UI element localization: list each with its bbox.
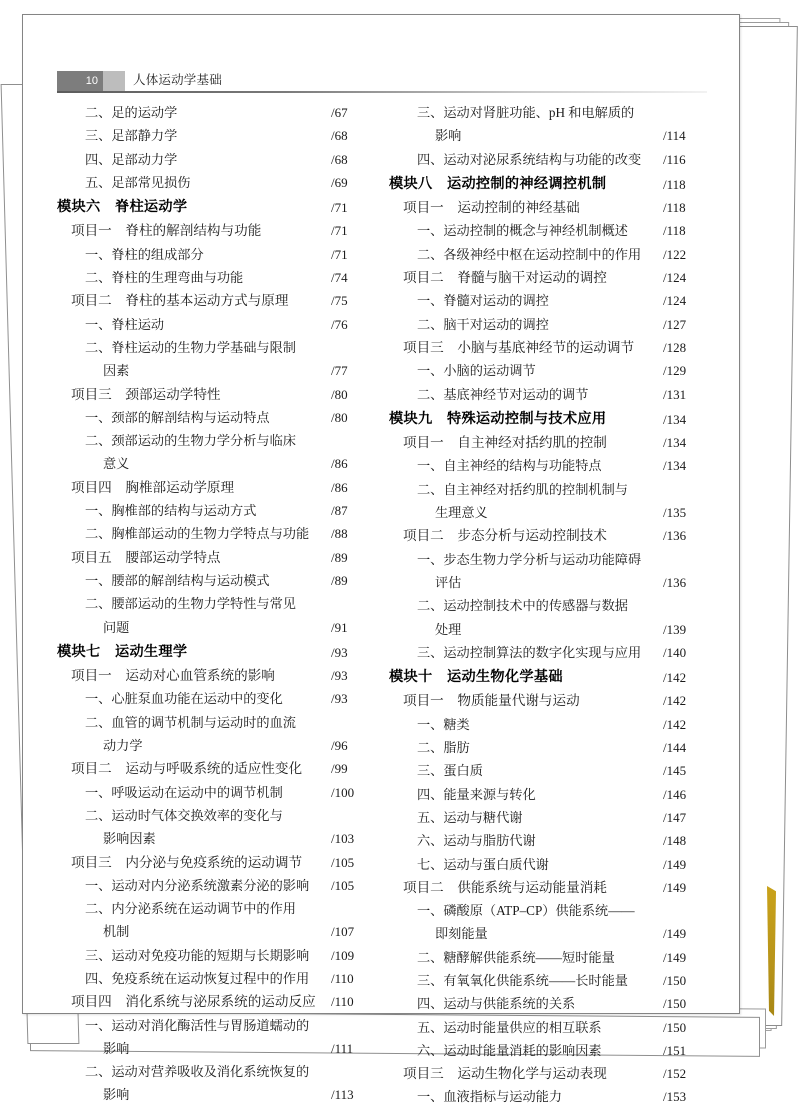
page-number-badge-extension — [103, 71, 125, 91]
toc-subitem-row — [389, 969, 707, 992]
toc-subitem-row — [389, 759, 707, 782]
toc-subitem-row — [389, 454, 707, 477]
toc-entry-page-number: /148 — [663, 833, 687, 849]
toc-subitem-row — [389, 243, 707, 266]
toc-entry-title: 二、自主神经对括约肌的控制机制与 — [417, 481, 628, 497]
toc-entry-title: 三、运动控制算法的数字化实现与应用 — [417, 644, 642, 660]
toc-entry-title: 项目一 运动对心血管系统的影响 — [71, 668, 275, 684]
toc-subitem-row — [389, 946, 707, 969]
toc-entry-page-number: /122 — [663, 246, 687, 262]
toc-subitem-row — [389, 829, 707, 852]
toc-subitem-row — [389, 148, 707, 171]
toc-entry-page-number: /114 — [663, 128, 686, 144]
toc-subitem-row — [57, 1060, 375, 1083]
toc-subitem-row — [57, 522, 375, 545]
toc-column-left — [57, 101, 375, 1103]
toc-entry-page-number: /86 — [331, 479, 348, 495]
toc-entry-title: 二、腰部运动的生物力学特性与常见 — [85, 596, 296, 612]
toc-item-row — [389, 1062, 707, 1085]
toc-entry-title: 意义 — [103, 456, 130, 472]
toc-entry-page-number: /71 — [331, 223, 348, 239]
toc-entry-title: 项目一 脊柱的解剖结构与功能 — [71, 223, 262, 239]
toc-continuation-row — [57, 827, 375, 850]
toc-item-row — [389, 336, 707, 359]
toc-entry-page-number: /134 — [663, 458, 687, 474]
toc-subitem-row — [57, 944, 375, 967]
toc-entry-page-number: /118 — [663, 200, 686, 216]
toc-subitem-row — [389, 359, 707, 382]
toc-subitem-row — [57, 171, 375, 194]
toc-entry-title: 项目一 物质能量代谢与运动 — [403, 693, 580, 709]
toc-entry-title: 四、运动与供能系统的关系 — [417, 996, 576, 1012]
toc-entry-title: 四、能量来源与转化 — [417, 786, 536, 802]
toc-entry-page-number: /93 — [331, 644, 348, 660]
toc-subitem-row — [57, 569, 375, 592]
toc-entry-title: 一、脊髓对运动的调控 — [417, 293, 549, 309]
toc-subitem-row — [57, 592, 375, 615]
toc-subitem-row — [389, 992, 707, 1015]
toc-item-row — [57, 219, 375, 242]
toc-entry-title: 影响 — [103, 1087, 130, 1103]
toc-item-row — [57, 664, 375, 687]
toc-entry-title: 五、足部常见损伤 — [85, 174, 191, 190]
toc-continuation-row — [389, 124, 707, 147]
toc-entry-title: 二、糖酵解供能系统——短时能量 — [417, 949, 615, 965]
toc-entry-title: 一、自主神经的结构与功能特点 — [417, 458, 602, 474]
toc-subitem-row — [57, 124, 375, 147]
toc-entry-title: 二、运动控制技术中的传感器与数据 — [417, 598, 628, 614]
toc-entry-page-number: /111 — [331, 1040, 354, 1056]
toc-entry-title: 一、步态生物力学分析与运动功能障碍 — [417, 551, 642, 567]
toc-subitem-row — [389, 313, 707, 336]
toc-entry-title: 六、运动与脂肪代谢 — [417, 833, 536, 849]
toc-entry-page-number: /80 — [331, 409, 348, 425]
toc-entry-title: 一、运动对内分泌系统激素分泌的影响 — [85, 877, 310, 893]
toc-subitem-row — [57, 429, 375, 452]
toc-entry-title: 项目二 步态分析与运动控制技术 — [403, 528, 607, 544]
toc-subitem-row — [389, 219, 707, 242]
toc-entry-page-number: /151 — [663, 1042, 687, 1058]
toc-subitem-row — [57, 967, 375, 990]
toc-entry-page-number: /99 — [331, 761, 348, 777]
toc-subitem-row — [389, 853, 707, 876]
toc-module-row — [389, 666, 707, 689]
toc-subitem-row — [389, 548, 707, 571]
toc-entry-title: 二、运动对营养吸收及消化系统恢复的 — [85, 1064, 310, 1080]
page-number-badge: 10 — [57, 71, 103, 91]
toc-entry-title: 二、脂肪 — [417, 740, 470, 756]
toc-entry-page-number: /139 — [663, 621, 687, 637]
toc-entry-page-number: /89 — [331, 549, 348, 565]
toc-entry-page-number: /96 — [331, 738, 348, 754]
toc-subitem-row — [389, 783, 707, 806]
toc-entry-page-number: /68 — [331, 151, 348, 167]
toc-entry-page-number: /77 — [331, 363, 348, 379]
book-page — [22, 14, 740, 1105]
toc-entry-title: 一、血液指标与运动能力 — [417, 1089, 563, 1105]
toc-subitem-row — [389, 641, 707, 664]
toc-entry-title: 三、蛋白质 — [417, 763, 483, 779]
toc-entry-page-number: /87 — [331, 503, 348, 519]
toc-columns — [57, 101, 707, 1105]
toc-entry-title: 项目二 脊髓与脑干对运动的调控 — [403, 270, 607, 286]
toc-entry-page-number: /71 — [331, 246, 348, 262]
toc-entry-page-number: /153 — [663, 1089, 687, 1105]
toc-entry-page-number: /142 — [663, 716, 687, 732]
toc-subitem-row — [57, 897, 375, 920]
toc-entry-page-number: /110 — [331, 994, 354, 1010]
toc-entry-page-number: /118 — [663, 223, 686, 239]
toc-entry-page-number: /149 — [663, 949, 687, 965]
toc-entry-title: 模块八 运动控制的神经调控机制 — [389, 175, 607, 192]
toc-entry-page-number: /136 — [663, 574, 687, 590]
toc-entry-title: 一、运动对消化酶活性与胃肠道蠕动的 — [85, 1017, 310, 1033]
toc-entry-title: 二、脊柱的生理弯曲与功能 — [85, 270, 244, 286]
toc-entry-page-number: /150 — [663, 1019, 687, 1035]
toc-entry-title: 影响因素 — [103, 831, 156, 847]
toc-entry-page-number: /152 — [663, 1066, 687, 1082]
toc-entry-title: 影响 — [435, 128, 462, 144]
toc-continuation-row — [389, 571, 707, 594]
toc-entry-page-number: /86 — [331, 456, 348, 472]
toc-item-row — [389, 689, 707, 712]
toc-item-row — [57, 851, 375, 874]
toc-entry-page-number: /145 — [663, 763, 687, 779]
toc-subitem-row — [57, 406, 375, 429]
toc-entry-page-number: /135 — [663, 505, 687, 521]
toc-entry-page-number: /124 — [663, 270, 687, 286]
toc-item-row — [389, 876, 707, 899]
toc-subitem-row — [389, 478, 707, 501]
toc-entry-page-number: /75 — [331, 293, 348, 309]
toc-entry-title: 五、运动时能量供应的相互联系 — [417, 1019, 602, 1035]
toc-item-row — [57, 383, 375, 406]
toc-entry-page-number: /150 — [663, 996, 687, 1012]
toc-item-row — [389, 431, 707, 454]
toc-entry-page-number: /127 — [663, 316, 687, 332]
toc-entry-title: 一、脊柱的组成部分 — [85, 246, 204, 262]
toc-entry-title: 模块九 特殊运动控制与技术应用 — [389, 410, 607, 427]
toc-item-row — [57, 476, 375, 499]
toc-entry-title: 项目一 运动控制的神经基础 — [403, 200, 580, 216]
toc-entry-page-number: /67 — [331, 105, 348, 120]
toc-entry-title: 评估 — [435, 574, 462, 590]
toc-subitem-row — [389, 899, 707, 922]
toc-continuation-row — [57, 1037, 375, 1060]
toc-entry-page-number: /93 — [331, 668, 348, 684]
toc-continuation-row — [389, 501, 707, 524]
toc-item-row — [57, 289, 375, 312]
toc-entry-page-number: /105 — [331, 854, 355, 870]
toc-entry-page-number: /134 — [663, 435, 687, 451]
toc-subitem-row — [389, 101, 707, 124]
toc-entry-title: 三、运动对肾脏功能、pH 和电解质的 — [417, 105, 635, 120]
toc-entry-title: 三、运动对免疫功能的短期与长期影响 — [85, 947, 310, 963]
toc-entry-page-number: /140 — [663, 644, 687, 660]
toc-subitem-row — [389, 1039, 707, 1062]
toc-entry-title: 模块六 脊柱运动学 — [57, 199, 188, 216]
toc-item-row — [389, 266, 707, 289]
toc-entry-title: 二、血管的调节机制与运动时的血流 — [85, 714, 296, 730]
toc-entry-page-number: /76 — [331, 316, 348, 332]
toc-item-row — [389, 196, 707, 219]
toc-entry-page-number: /129 — [663, 363, 687, 379]
toc-entry-title: 三、足部静力学 — [85, 128, 178, 144]
toc-continuation-row — [57, 616, 375, 639]
toc-entry-title: 动力学 — [103, 738, 143, 754]
toc-entry-title: 即刻能量 — [435, 926, 488, 942]
toc-entry-page-number: /142 — [663, 670, 687, 686]
toc-entry-page-number: /68 — [331, 128, 348, 144]
toc-entry-page-number: /89 — [331, 572, 348, 588]
toc-item-row — [57, 546, 375, 569]
toc-entry-title: 因素 — [103, 363, 130, 379]
toc-entry-title: 三、有氧氧化供能系统——长时能量 — [417, 972, 628, 988]
toc-subitem-row — [57, 499, 375, 522]
toc-subitem-row — [389, 736, 707, 759]
toc-entry-page-number: /149 — [663, 926, 687, 942]
toc-entry-page-number: /149 — [663, 856, 687, 872]
toc-entry-page-number: /74 — [331, 270, 348, 286]
toc-entry-title: 二、各级神经中枢在运动控制中的作用 — [417, 246, 642, 262]
toc-entry-title: 一、呼吸运动在运动中的调节机制 — [85, 784, 283, 800]
toc-entry-title: 生理意义 — [435, 505, 488, 521]
toc-entry-title: 项目一 自主神经对括约肌的控制 — [403, 435, 607, 451]
toc-entry-page-number: /88 — [331, 526, 348, 542]
toc-entry-page-number: /105 — [331, 877, 355, 893]
toc-entry-title: 问题 — [103, 619, 130, 635]
toc-continuation-row — [57, 920, 375, 943]
toc-entry-title: 项目三 内分泌与免疫系统的运动调节 — [71, 854, 303, 870]
toc-entry-page-number: /118 — [663, 176, 686, 192]
toc-subitem-row — [57, 687, 375, 710]
toc-entry-title: 模块七 运动生理学 — [57, 643, 188, 660]
toc-entry-title: 处理 — [435, 621, 462, 637]
toc-subitem-row — [389, 289, 707, 312]
toc-entry-title: 二、颈部运动的生物力学分析与临床 — [85, 433, 296, 449]
toc-subitem-row — [389, 383, 707, 406]
toc-entry-title: 一、心脏泵血功能在运动中的变化 — [85, 691, 283, 707]
toc-entry-page-number: /113 — [331, 1087, 354, 1103]
toc-entry-page-number: /124 — [663, 293, 687, 309]
toc-entry-page-number: /100 — [331, 784, 355, 800]
toc-continuation-row — [57, 452, 375, 475]
toc-subitem-row — [57, 711, 375, 734]
toc-entry-page-number: /71 — [331, 200, 348, 216]
toc-subitem-row — [57, 313, 375, 336]
toc-subitem-row — [57, 148, 375, 171]
toc-subitem-row — [389, 1085, 707, 1108]
toc-subitem-row — [389, 713, 707, 736]
toc-subitem-row — [57, 874, 375, 897]
toc-entry-page-number: /146 — [663, 786, 687, 802]
toc-entry-title: 二、脑干对运动的调控 — [417, 316, 549, 332]
toc-entry-title: 项目二 运动与呼吸系统的适应性变化 — [71, 761, 303, 777]
toc-subitem-row — [389, 806, 707, 829]
toc-entry-title: 一、磷酸原（ATP–CP）供能系统—— — [417, 903, 635, 919]
toc-subitem-row — [389, 594, 707, 617]
toc-item-row — [57, 757, 375, 780]
toc-subitem-row — [57, 781, 375, 804]
toc-entry-page-number: /110 — [331, 970, 354, 986]
toc-entry-page-number: /80 — [331, 386, 348, 402]
running-header — [57, 71, 707, 93]
toc-entry-page-number: /69 — [331, 174, 348, 190]
toc-entry-page-number: /142 — [663, 693, 687, 709]
toc-entry-title: 一、运动控制的概念与神经机制概述 — [417, 223, 628, 239]
toc-module-row — [57, 641, 375, 664]
toc-entry-title: 项目二 供能系统与运动能量消耗 — [403, 879, 607, 895]
toc-entry-title: 机制 — [103, 924, 130, 940]
toc-entry-title: 一、颈部的解剖结构与运动特点 — [85, 409, 270, 425]
toc-entry-page-number: /91 — [331, 619, 348, 635]
toc-entry-title: 二、脊柱运动的生物力学基础与限制 — [85, 339, 296, 355]
toc-entry-title: 项目三 颈部运动学特性 — [71, 386, 221, 402]
toc-entry-title: 四、免疫系统在运动恢复过程中的作用 — [85, 970, 310, 986]
toc-entry-title: 一、胸椎部的结构与运动方式 — [85, 503, 257, 519]
toc-entry-page-number: /147 — [663, 809, 687, 825]
toc-subitem-row — [389, 1016, 707, 1039]
toc-item-row — [57, 990, 375, 1013]
toc-continuation-row — [57, 359, 375, 382]
toc-entry-title: 影响 — [103, 1040, 130, 1056]
toc-entry-page-number: /144 — [663, 740, 687, 756]
toc-entry-page-number: /150 — [663, 972, 687, 988]
toc-entry-page-number: /107 — [331, 924, 355, 940]
toc-entry-title: 二、内分泌系统在运动调节中的作用 — [85, 901, 296, 917]
toc-entry-title: 二、运动时气体交换效率的变化与 — [85, 807, 283, 823]
toc-subitem-row — [57, 1014, 375, 1037]
toc-entry-page-number: /93 — [331, 691, 348, 707]
toc-entry-title: 七、运动与蛋白质代谢 — [417, 856, 549, 872]
toc-entry-title: 四、运动对泌尿系统结构与功能的改变 — [417, 151, 642, 167]
toc-entry-title: 项目三 小脑与基底神经节的运动调节 — [403, 339, 635, 355]
toc-continuation-row — [389, 922, 707, 945]
toc-entry-title: 一、腰部的解剖结构与运动模式 — [85, 572, 270, 588]
toc-entry-page-number: /131 — [663, 386, 687, 402]
toc-entry-title: 项目二 脊柱的基本运动方式与原理 — [71, 293, 289, 309]
toc-entry-page-number: /109 — [331, 947, 355, 963]
toc-module-row — [389, 173, 707, 196]
toc-entry-title: 项目三 运动生物化学与运动表现 — [403, 1066, 607, 1082]
toc-continuation-row — [389, 618, 707, 641]
toc-entry-title: 四、足部动力学 — [85, 151, 178, 167]
toc-subitem-row — [57, 804, 375, 827]
book-title: 人体运动学基础 — [133, 73, 222, 87]
toc-entry-title: 项目四 胸椎部运动学原理 — [71, 479, 235, 495]
toc-continuation-row — [57, 734, 375, 757]
toc-continuation-row — [57, 1083, 375, 1106]
toc-subitem-row — [57, 101, 375, 124]
header-rule — [57, 91, 707, 93]
toc-entry-title: 五、运动与糖代谢 — [417, 809, 523, 825]
toc-subitem-row — [57, 266, 375, 289]
toc-item-row — [389, 524, 707, 547]
toc-entry-title: 一、小脑的运动调节 — [417, 363, 536, 379]
toc-entry-title: 一、脊柱运动 — [85, 316, 165, 332]
toc-entry-page-number: /136 — [663, 528, 687, 544]
toc-entry-title: 项目四 消化系统与泌尿系统的运动反应 — [71, 994, 316, 1010]
toc-entry-title: 二、胸椎部运动的生物力学特点与功能 — [85, 526, 310, 542]
toc-column-right — [389, 101, 707, 1105]
toc-entry-title: 六、运动时能量消耗的影响因素 — [417, 1042, 602, 1058]
toc-entry-page-number: /134 — [663, 411, 687, 427]
toc-subitem-row — [57, 243, 375, 266]
toc-entry-title: 项目五 腰部运动学特点 — [71, 549, 221, 565]
toc-entry-page-number: /103 — [331, 831, 355, 847]
toc-entry-title: 二、足的运动学 — [85, 105, 178, 120]
toc-entry-title: 模块十 运动生物化学基础 — [389, 669, 563, 686]
toc-entry-page-number: /149 — [663, 879, 687, 895]
toc-entry-title: 一、糖类 — [417, 716, 470, 732]
toc-entry-page-number: /116 — [663, 151, 686, 167]
toc-entry-title: 二、基底神经节对运动的调节 — [417, 386, 589, 402]
toc-entry-page-number: /128 — [663, 339, 687, 355]
toc-subitem-row — [57, 336, 375, 359]
toc-module-row — [57, 196, 375, 219]
toc-module-row — [389, 408, 707, 431]
